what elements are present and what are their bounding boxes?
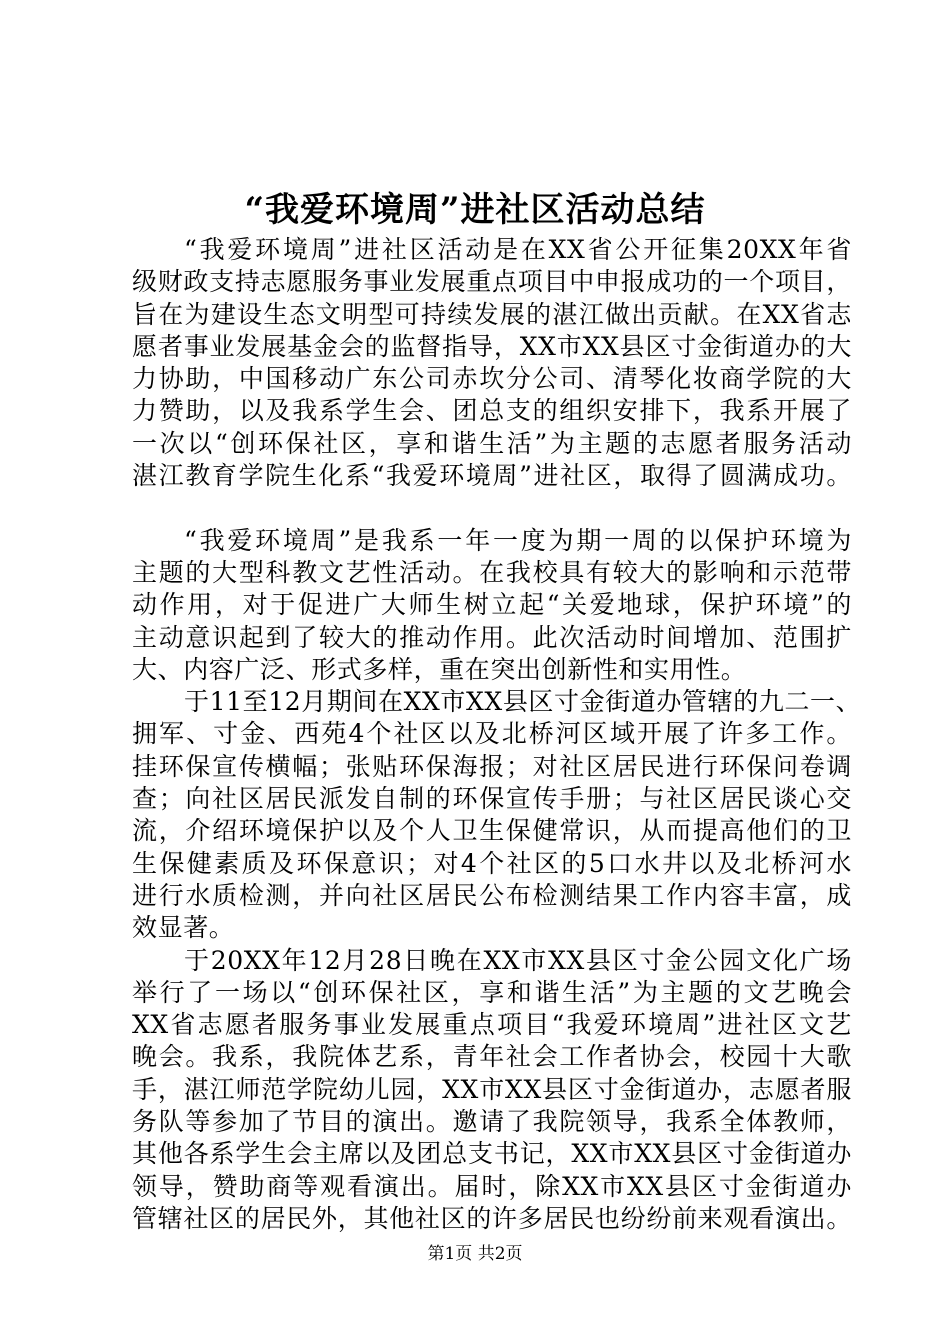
- paragraph-line: 旨在为建设生态文明型可持续发展的湛江做出贡献。在XX省志: [132, 299, 852, 329]
- paragraph-line: 级财政支持志愿服务事业发展重点项目中申报成功的一个项目，: [132, 267, 852, 297]
- paragraph-line: 拥军、寸金、西苑4个社区以及北桥河区域开展了许多工作。: [132, 719, 852, 749]
- paragraph-line: 晚会。我系，我院体艺系，青年社会工作者协会，校园十大歌: [132, 1042, 852, 1072]
- paragraph-line: 务队等参加了节目的演出。邀请了我院领导，我系全体教师，: [132, 1107, 852, 1137]
- paragraph-line: 生保健素质及环保意识；对4个社区的5口水井以及北桥河水: [132, 848, 852, 878]
- paragraph-line: “我爱环境周”是我系一年一度为期一周的以保护环境为: [184, 525, 852, 555]
- paragraph-line: “我爱环境周”进社区活动是在XX省公开征集20XX年省: [184, 235, 852, 264]
- paragraph-line: 湛江教育学院生化系“我爱环境周”进社区，取得了圆满成功。: [132, 461, 852, 491]
- paragraph-line: 挂环保宣传横幅；张贴环保海报；对社区居民进行环保问卷调: [132, 751, 852, 781]
- document-title: “我爱环境周”进社区活动总结: [244, 190, 706, 230]
- paragraph-line: 大、内容广泛、形式多样，重在突出创新性和实用性。: [132, 654, 747, 684]
- paragraph-3: [132, 686, 862, 944]
- paragraph-line: 举行了一场以“创环保社区，享和谐生活”为主题的文艺晚会: [132, 977, 852, 1007]
- paragraph-line: 其他各系学生会主席以及团总支书记，XX市XX县区寸金街道办: [132, 1139, 852, 1169]
- paragraph-line: 领导，赞助商等观看演出。届时，除XX市XX县区寸金街道办: [132, 1171, 852, 1201]
- paragraph-line: 流，介绍环境保护以及个人卫生保健常识，从而提高他们的卫: [132, 816, 852, 846]
- paragraph-line: 一次以“创环保社区，享和谐生活”为主题的志愿者服务活动: [132, 428, 852, 458]
- paragraph-line: 查；向社区居民派发自制的环保宣传手册；与社区居民谈心交: [132, 784, 852, 814]
- paragraph-line: 力协助，中国移动广东公司赤坎分公司、清琴化妆商学院的大: [132, 364, 852, 394]
- paragraph-line: 进行水质检测，并向社区居民公布检测结果工作内容丰富，成: [132, 880, 852, 910]
- paragraph-spacer: [132, 492, 852, 524]
- paragraph-line: 主题的大型科教文艺性活动。在我校具有较大的影响和示范带: [132, 557, 852, 587]
- paragraph-line: XX省志愿者服务事业发展重点项目“我爱环境周”进社区文艺: [132, 1010, 852, 1040]
- paragraph-line: 于20XX年12月28日晚在XX市XX县区寸金公园文化广场: [184, 945, 852, 975]
- paragraph-line: 手，湛江师范学院幼儿园，XX市XX县区寸金街道办，志愿者服: [132, 1074, 852, 1104]
- paragraph-line: 效显著。: [132, 913, 235, 943]
- paragraph-line: 动作用，对于促进广大师生树立起“关爱地球，保护环境”的: [132, 590, 852, 620]
- paragraph-line: 于11至12月期间在XX市XX县区寸金街道办管辖的九二一、: [184, 687, 862, 717]
- paragraph-line: 管辖社区的居民外，其他社区的许多居民也纷纷前来观看演出。: [132, 1203, 852, 1233]
- paragraph-line: 主动意识起到了较大的推动作用。此次活动时间增加、范围扩: [132, 622, 852, 652]
- paragraph-1: [132, 234, 852, 492]
- page-footer: 第1页 共2页: [427, 1244, 523, 1264]
- paragraph-line: 愿者事业发展基金会的监督指导，XX市XX县区寸金街道办的大: [132, 331, 852, 361]
- document-body: [132, 234, 862, 1235]
- paragraph-4: [132, 945, 852, 1236]
- paragraph-2: [132, 525, 852, 686]
- paragraph-line: 力赞助，以及我系学生会、团总支的组织安排下，我系开展了: [132, 396, 852, 426]
